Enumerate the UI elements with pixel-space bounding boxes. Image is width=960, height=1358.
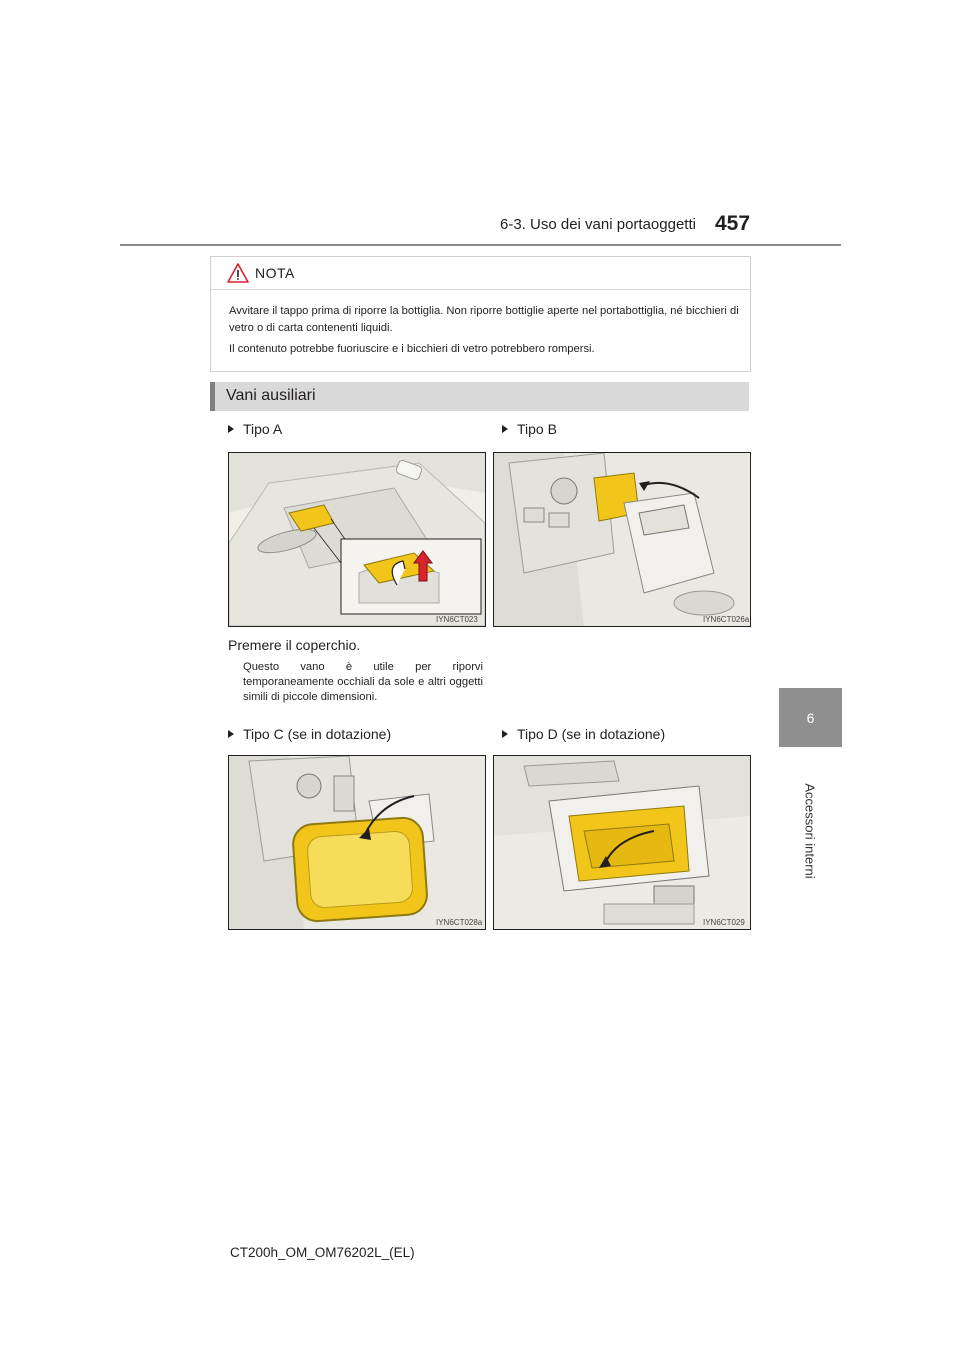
- type-a-label: Tipo A: [243, 421, 283, 437]
- chapter-tab[interactable]: [779, 688, 842, 747]
- figure-type-d: [493, 755, 751, 930]
- type-a-caption: [228, 421, 282, 437]
- bullet-triangle-icon: [502, 730, 508, 738]
- bullet-triangle-icon: [228, 425, 234, 433]
- instruction-text: Premere il coperchio.: [228, 637, 361, 653]
- figure-type-b: [493, 452, 751, 627]
- section-bar-accent: [210, 382, 215, 411]
- figure-code: IYN6CT026a: [703, 615, 750, 624]
- figure-code: IYN6CT028a: [436, 918, 483, 927]
- description-text: Questo vano è utile per riporvi temporaneamente occhiali da sole e altri oggetti simili di piccole dimensioni.: [243, 661, 483, 703]
- header-rule: [120, 244, 841, 246]
- type-b-caption: [502, 421, 557, 437]
- bullet-triangle-icon: [228, 730, 234, 738]
- figure-code: IYN6CT029: [703, 918, 745, 927]
- section-heading-bar: [210, 382, 749, 411]
- note-box: [210, 256, 751, 372]
- type-d-label: Tipo D (se in dotazione): [517, 726, 666, 742]
- figure-code: IYN6CT023: [436, 615, 478, 624]
- chapter-title-text: Accessori interni: [802, 783, 818, 879]
- note-paragraph: Il contenuto potrebbe fuoriuscire e i bicchieri di vetro potrebbero rompersi.: [229, 343, 595, 355]
- running-header-section: 6-3. Uso dei vani portaoggetti: [500, 216, 696, 233]
- page-number: 457: [715, 212, 751, 235]
- type-b-label: Tipo B: [517, 421, 557, 437]
- chapter-side-title: [770, 756, 850, 906]
- type-d-caption: [502, 726, 665, 742]
- type-c-caption: [228, 726, 391, 742]
- note-header: [211, 257, 750, 290]
- chapter-number: 6: [806, 709, 815, 726]
- note-paragraph: Avvitare il tappo prima di riporre la bottiglia. Non riporre bottiglie aperte nel portabottiglia, né bicchieri di vetro o di carta contenenti liquidi.: [229, 305, 739, 334]
- section-title: Vani ausiliari: [226, 387, 316, 404]
- figure-type-c: [228, 755, 486, 930]
- type-c-label: Tipo C (se in dotazione): [243, 726, 392, 742]
- footer-document-code: CT200h_OM_OM76202L_(EL): [230, 1245, 415, 1260]
- bullet-triangle-icon: [502, 425, 508, 433]
- warning-triangle-icon: [227, 263, 249, 283]
- note-title: NOTA: [255, 265, 295, 281]
- figure-type-a: [228, 452, 486, 627]
